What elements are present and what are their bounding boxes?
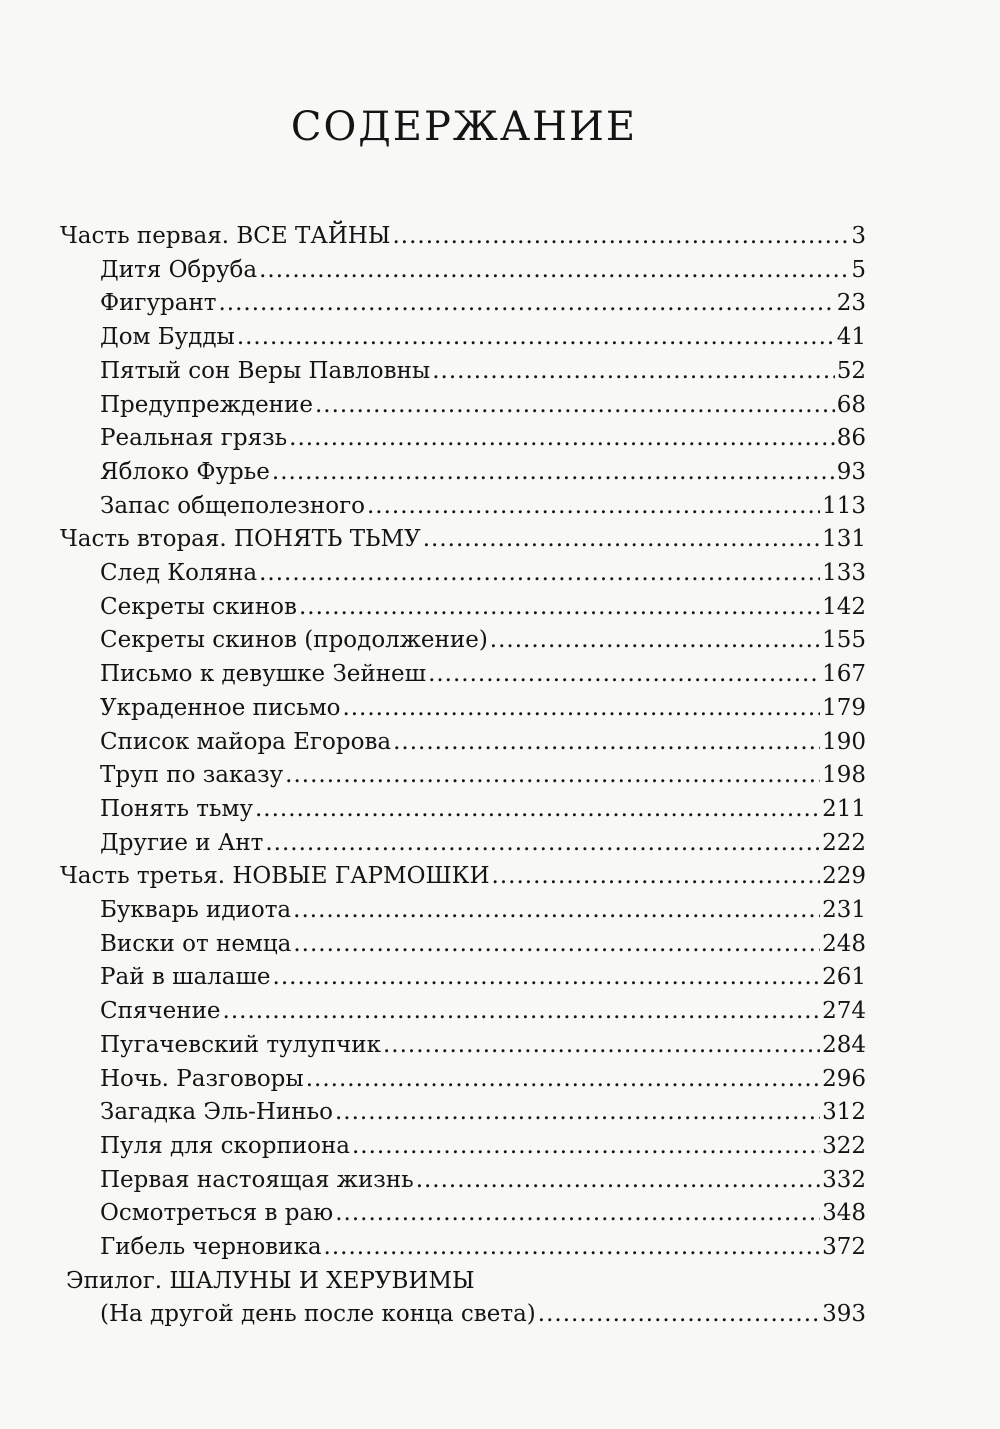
toc-dot-leader [265, 826, 820, 860]
toc-page-number: 211 [822, 795, 866, 822]
toc-page-number: 393 [822, 1301, 866, 1328]
toc-entry-title: Виски от немца [100, 930, 292, 957]
toc-page-number: 3 [851, 223, 866, 249]
toc-page-number: 231 [822, 897, 866, 923]
toc-dot-leader [335, 1196, 820, 1230]
toc-dot-leader [237, 320, 835, 354]
toc-chapter-entry [100, 590, 866, 624]
toc-page-number: 52 [836, 357, 866, 384]
toc-part-entry [60, 859, 866, 893]
toc-entry-title: Загадка Эль-Ниньо [100, 1099, 333, 1126]
toc-dot-leader [289, 421, 835, 455]
toc-chapter-entry [100, 1230, 866, 1264]
toc-entry-title: Украденное письмо [100, 694, 341, 721]
toc-page-number: 274 [822, 998, 866, 1025]
toc-part-entry [60, 219, 866, 253]
toc-entry-title: Гибель черновика [100, 1234, 322, 1260]
toc-dot-leader [352, 1129, 820, 1163]
toc-page-number: 68 [836, 391, 866, 418]
toc-entry-title: Другие и Ант [100, 829, 264, 856]
toc-entry-title: Пятый сон Веры Павловны [100, 357, 431, 384]
toc-dot-leader [383, 1028, 820, 1062]
toc-chapter-entry [100, 1163, 866, 1197]
toc-chapter-entry [100, 1196, 866, 1230]
toc-page-number: 155 [822, 627, 866, 654]
toc-page-number: 142 [822, 593, 866, 620]
toc-chapter-entry [100, 927, 866, 961]
toc-entry-title: Часть вторая. ПОНЯТЬ ТЬМУ [60, 526, 421, 553]
toc-dot-leader [273, 960, 821, 994]
toc-entry-title: Пуля для скорпиона [100, 1132, 350, 1159]
toc-entry-title: Секреты скинов (продолжение) [100, 627, 488, 654]
toc-dot-leader [259, 556, 820, 590]
toc-entry-title: (На другой день после конца света) [100, 1301, 536, 1328]
toc-page-number: 261 [822, 964, 866, 991]
toc-dot-leader [315, 388, 835, 422]
toc-page-number: 179 [822, 694, 866, 721]
toc-dot-leader [492, 859, 821, 893]
toc-dot-leader [259, 253, 849, 287]
toc-page-number: 222 [822, 829, 866, 856]
toc-chapter-entry [100, 758, 866, 792]
toc-dot-leader [299, 590, 820, 624]
toc-page-number: 372 [822, 1234, 866, 1260]
toc-dot-leader [342, 691, 820, 725]
toc-entry-title: Понять тьму [100, 795, 253, 822]
toc-page-number: 5 [851, 256, 866, 283]
toc-dot-leader [423, 522, 820, 556]
toc-entry-title: Эпилог. ШАЛУНЫ И ХЕРУВИМЫ [66, 1267, 475, 1294]
toc-dot-leader [490, 623, 820, 657]
toc-dot-leader [293, 927, 820, 961]
toc-entry-title: Пугачевский тулупчик [100, 1031, 381, 1058]
toc-entry-title: Букварь идиота [100, 897, 292, 923]
toc-page-number: 296 [822, 1065, 866, 1092]
toc-chapter-entry [100, 792, 866, 826]
toc-entry-title: Запас общеполезного [100, 492, 365, 519]
toc-page-number: 229 [822, 863, 866, 890]
toc-chapter-entry [100, 286, 866, 320]
toc-chapter-entry [100, 657, 866, 691]
toc-entry-title: Фигурант [100, 290, 217, 317]
toc-entry-title: Рай в шалаше [100, 964, 271, 991]
toc-entry-title: Яблоко Фурье [100, 458, 270, 485]
page-title: СОДЕРЖАНИЕ [290, 104, 638, 150]
toc-chapter-entry [100, 691, 866, 725]
toc-entry-title: Осмотреться в раю [100, 1200, 334, 1227]
toc-page-number: 131 [822, 526, 866, 553]
toc-page-number: 332 [822, 1166, 866, 1193]
toc-dot-leader [272, 455, 835, 489]
toc-chapter-entry [100, 994, 866, 1028]
toc-entry-title: Первая настоящая жизнь [100, 1166, 414, 1193]
toc-chapter-entry [100, 725, 866, 759]
toc-page-number: 312 [822, 1099, 866, 1126]
toc-dot-leader [255, 792, 820, 826]
toc-page-number: 41 [836, 324, 866, 351]
toc-dot-leader [428, 657, 820, 691]
toc-chapter-entry [100, 1129, 866, 1163]
toc-chapter-entry [100, 455, 866, 489]
toc-entry-title: Секреты скинов [100, 593, 297, 620]
toc-page-number: 348 [822, 1200, 866, 1227]
toc-dot-leader [367, 489, 820, 523]
toc-dot-leader [416, 1163, 820, 1197]
toc-page-number: 198 [822, 762, 866, 789]
toc-chapter-entry [100, 1095, 866, 1129]
toc-entry-title: Спячение [100, 998, 221, 1025]
toc-dot-leader [432, 354, 834, 388]
toc-page-number: 284 [822, 1031, 866, 1058]
toc-page-number: 113 [822, 492, 866, 519]
toc-chapter-entry [100, 826, 866, 860]
toc-chapter-entry [100, 489, 866, 523]
toc-chapter-entry [100, 556, 866, 590]
toc-chapter-entry [100, 421, 866, 455]
toc-dot-leader [306, 1062, 820, 1096]
toc-entry-title: Часть третья. НОВЫЕ ГАРМОШКИ [60, 863, 490, 890]
toc-chapter-entry [100, 253, 866, 287]
toc-part-entry [60, 522, 866, 556]
toc-entry-title: Ночь. Разговоры [100, 1065, 304, 1092]
toc-dot-leader [223, 994, 821, 1028]
toc-dot-leader [285, 758, 820, 792]
toc-page-number: 167 [822, 661, 866, 688]
toc-dot-leader [293, 893, 820, 927]
toc-dot-leader [324, 1230, 821, 1264]
toc-chapter-entry [100, 354, 866, 388]
toc-dot-leader [393, 219, 850, 253]
toc-page-number: 248 [822, 930, 866, 957]
toc-chapter-entry [100, 1297, 866, 1331]
toc-chapter-entry [100, 1062, 866, 1096]
toc-entry-title: Предупреждение [100, 391, 313, 418]
toc-chapter-entry [100, 1028, 866, 1062]
toc-dot-leader [393, 725, 820, 759]
toc-page-number: 133 [822, 560, 866, 586]
toc-entry-title: След Коляна [100, 560, 258, 586]
toc-entry-title: Реальная грязь [100, 425, 288, 452]
toc-entry-title: Дитя Обруба [100, 256, 258, 283]
toc-page-number: 23 [836, 290, 866, 317]
toc-entry-title: Письмо к девушке Зейнеш [100, 661, 427, 688]
toc-chapter-entry [100, 960, 866, 994]
toc-dot-leader [538, 1297, 820, 1331]
toc-dot-leader [335, 1095, 820, 1129]
toc-entry-title: Труп по заказу [100, 762, 284, 789]
toc-dot-leader [219, 286, 835, 320]
toc-entry-title: Список майора Егорова [100, 728, 392, 755]
toc-chapter-entry [100, 623, 866, 657]
toc-chapter-entry [100, 893, 866, 927]
toc-chapter-entry [100, 320, 866, 354]
toc-chapter-entry [100, 388, 866, 422]
toc-page-number: 93 [836, 458, 866, 485]
toc-page-number: 322 [822, 1132, 866, 1159]
toc-entry-title: Часть первая. ВСЕ ТАЙНЫ [60, 223, 391, 249]
toc-page-number: 190 [822, 728, 866, 755]
toc-page-number: 86 [836, 425, 866, 452]
toc-entry-title: Дом Будды [100, 324, 235, 351]
toc-epilogue-entry [66, 1264, 866, 1298]
